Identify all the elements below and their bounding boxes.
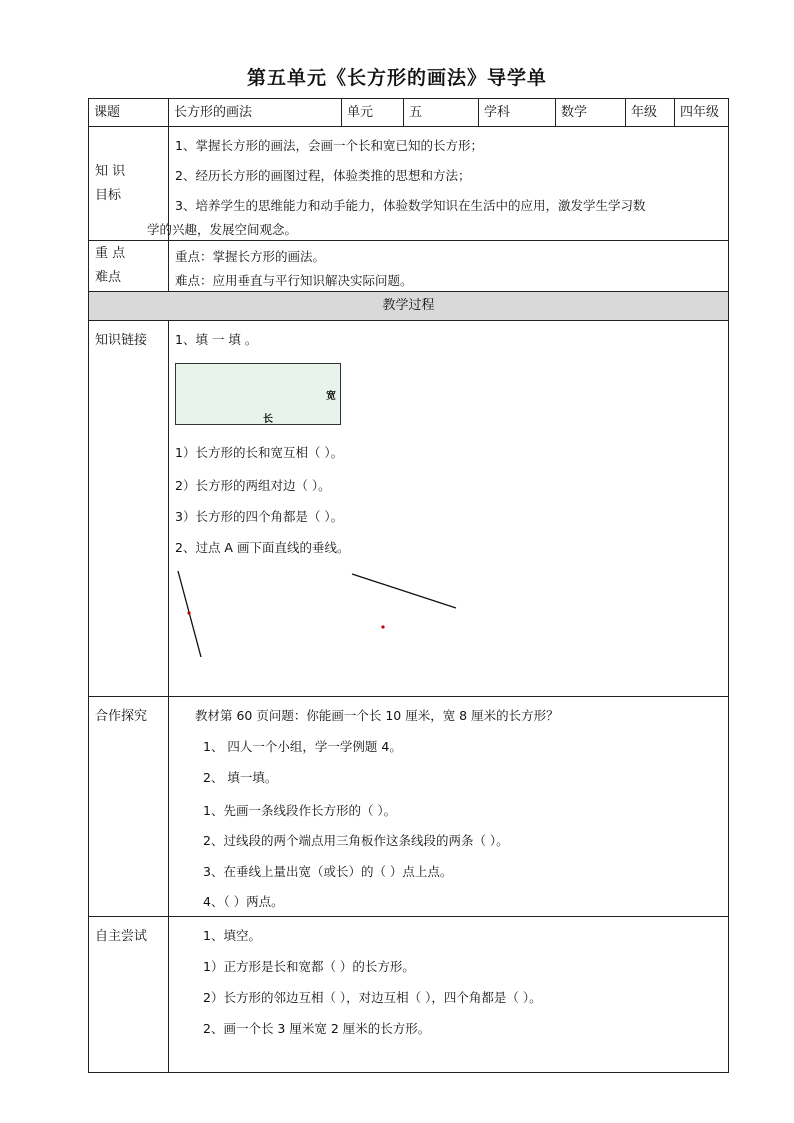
topic-label: 课题 [89, 99, 169, 127]
cooperate-line: 1、先画一条线段作长方形的（ ）。 [203, 803, 397, 818]
cooperate-label: 合作探究 [89, 697, 169, 917]
objectives-label-line2: 目标 [95, 187, 122, 203]
knowledge-q1: 1、填 一 填 。 [175, 332, 258, 347]
cooperate-line: 4、（ ）两点。 [203, 894, 284, 909]
line-segment-2 [352, 574, 456, 608]
cooperate-content [169, 697, 729, 917]
fill-item: 1）长方形的长和宽互相（ ）。 [175, 445, 344, 460]
cooperate-line: 2、过线段的两个端点用三角板作这条线段的两条（ ）。 [203, 833, 509, 848]
cooperate-intro: 教材第 60 页问题：你能画一个长 10 厘米，宽 8 厘米的长方形？ [195, 708, 559, 723]
keypoints-label-line2: 难点 [95, 270, 122, 285]
subject-label: 学科 [479, 99, 556, 127]
worksheet-table [88, 98, 729, 1073]
objective-item: 2、经历长方形的画图过程，体验类推的思想和方法； [175, 168, 471, 183]
process-title: 教学过程 [89, 292, 729, 321]
selftry-line: 1、填空。 [203, 928, 261, 943]
point-a-2 [381, 625, 384, 628]
objective-item: 3、培养学生的思维能力和动手能力，体验数学知识在生活中的应用，激发学生学习数 [175, 198, 646, 213]
cooperate-line: 1、 四人一个小组，学一学例题 4。 [203, 739, 402, 754]
header-row [89, 99, 729, 127]
knowledge-content [169, 321, 729, 697]
point-a-1 [187, 611, 190, 614]
selftry-content [169, 917, 729, 1073]
rectangle-width-label: 宽 [326, 391, 336, 402]
knowledge-row [89, 321, 729, 697]
objective-item: 学的兴趣，发展空间观念。 [147, 222, 298, 237]
keypoints-row [89, 241, 729, 292]
difficult-point: 难点：应用垂直与平行知识解决实际问题。 [175, 273, 413, 288]
keypoints-label-line1: 重 点 [95, 246, 126, 261]
unit-value: 五 [404, 99, 479, 127]
selftry-line: 2、画一个长 3 厘米宽 2 厘米的长方形。 [203, 1021, 431, 1036]
perpendicular-exercise-figure [169, 321, 705, 697]
selftry-line: 2）长方形的邻边互相（ ），对边互相（ ），四个角都是（ ）。 [203, 990, 542, 1005]
knowledge-q2: 2、过点 A 画下面直线的垂线。 [175, 540, 350, 555]
selftry-row [89, 917, 729, 1073]
rectangle-length-label: 长 [263, 414, 273, 425]
cooperate-row [89, 697, 729, 917]
keypoints-content [169, 241, 729, 292]
selftry-label: 自主尝试 [89, 917, 169, 1073]
document-title: 第五单元《长方形的画法》导学单 [246, 67, 547, 89]
objectives-content [147, 127, 729, 241]
keypoints-label [89, 241, 169, 292]
grade-label: 年级 [626, 99, 675, 127]
cooperate-line: 2、 填一填。 [203, 770, 278, 785]
grade-value: 四年级 [675, 99, 729, 127]
subject-value: 数学 [556, 99, 626, 127]
key-point: 重点：掌握长方形的画法。 [175, 249, 326, 264]
topic-value: 长方形的画法 [169, 99, 342, 127]
fill-item: 2）长方形的两组对边（ ）。 [175, 478, 331, 493]
unit-label: 单元 [342, 99, 404, 127]
fill-item: 3）长方形的四个角都是（ ）。 [175, 509, 344, 524]
knowledge-label: 知识链接 [89, 321, 169, 697]
selftry-line: 1）正方形是长和宽都（ ）的长方形。 [203, 959, 415, 974]
cooperate-line: 3、在垂线上量出宽（或长）的（ ）点上点。 [203, 864, 453, 879]
objective-item: 1、掌握长方形的画法，会画一个长和宽已知的长方形； [175, 138, 483, 153]
process-row [89, 292, 729, 321]
objectives-label-line1: 知 识 [95, 163, 126, 179]
objectives-row [89, 127, 729, 241]
